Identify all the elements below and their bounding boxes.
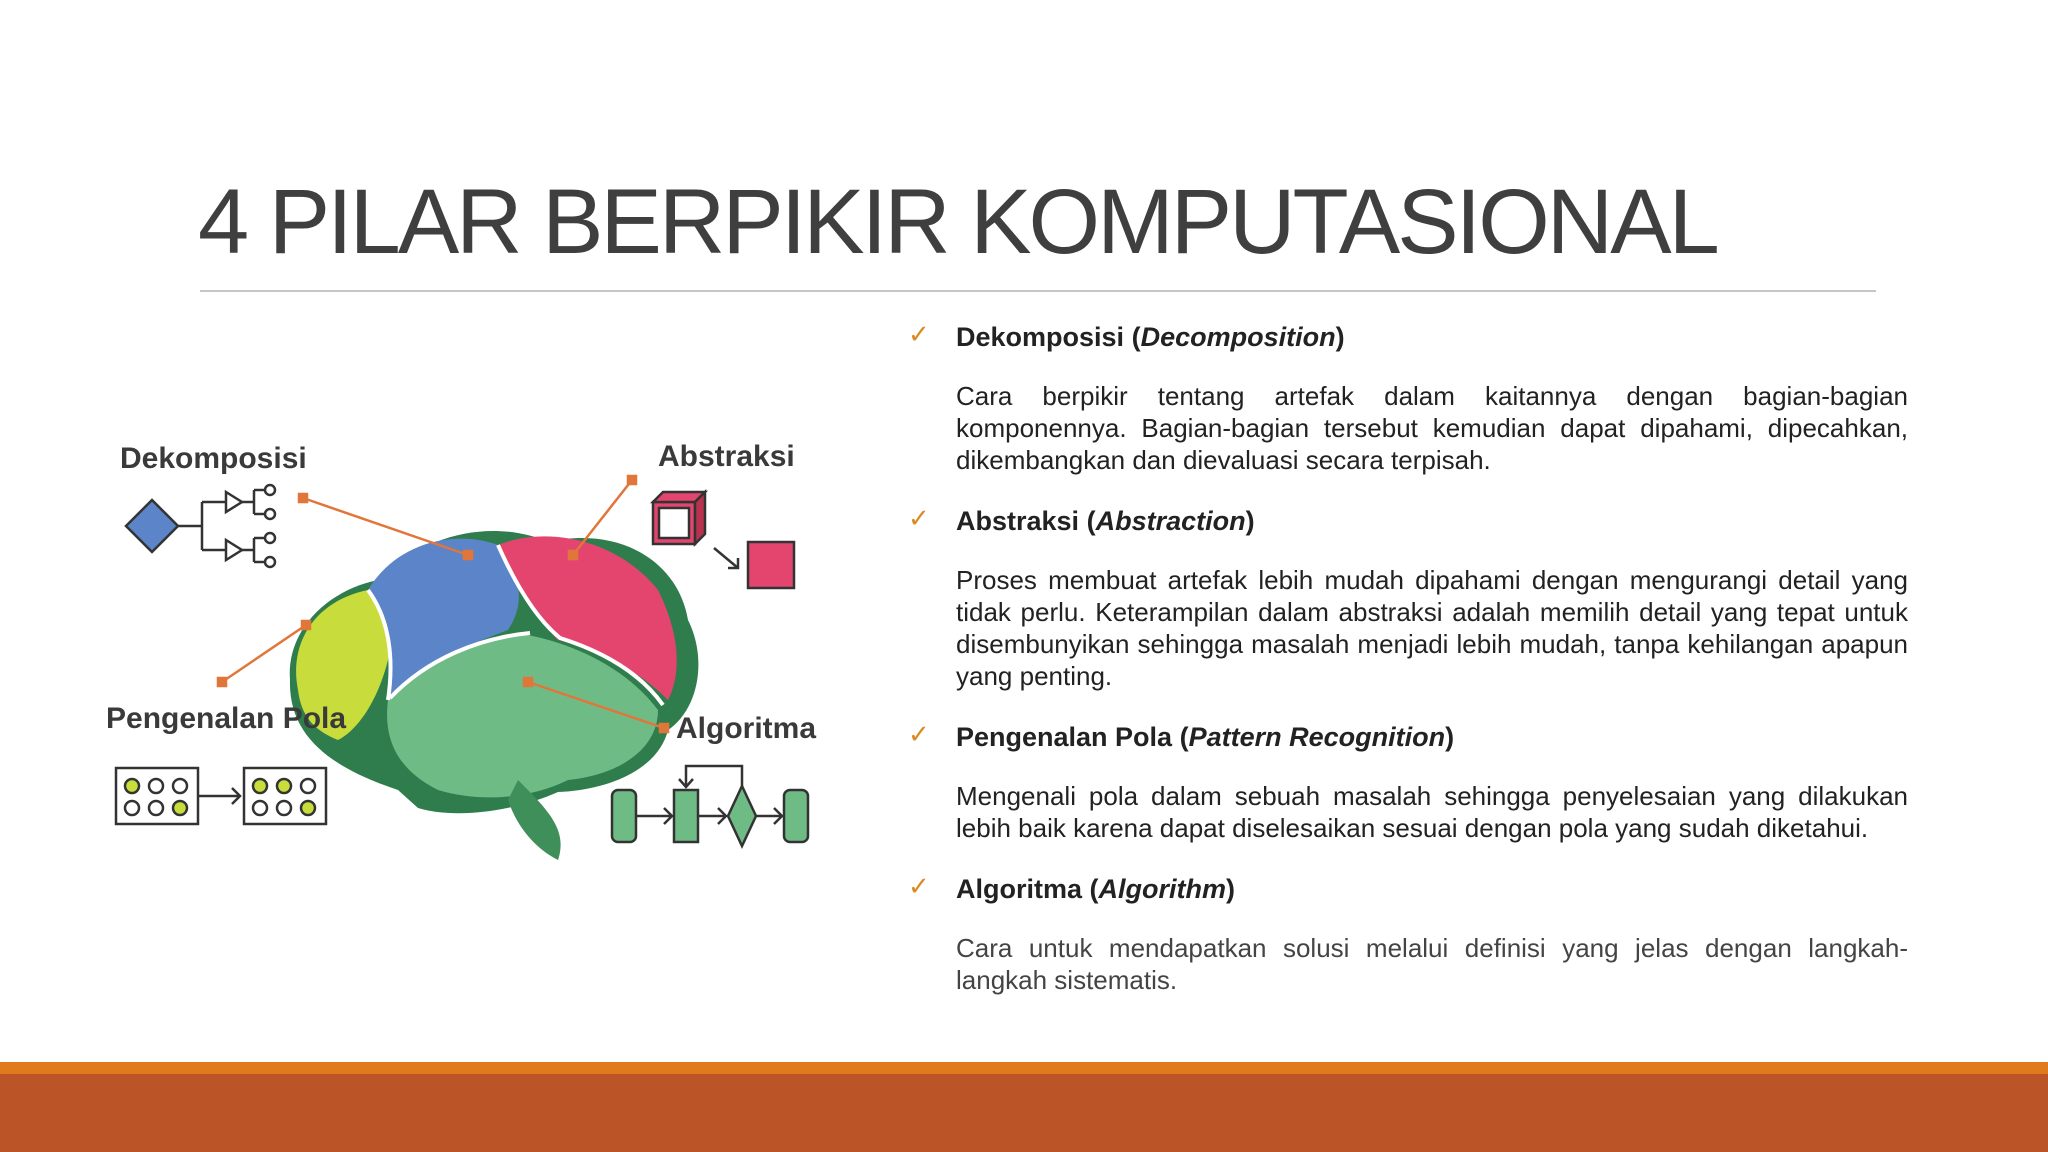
pillar-description: Proses membuat artefak lebih mudah dipahami dengan mengurangi detail yang tidak perlu. Keterampilan dalam abstraksi adalah memilih detail yang tepat untuk disembunyikan sehingga masalah menjadi lebih mudah, tanpa kehilangan apapun yang penting. (956, 565, 1908, 691)
pillar-list (908, 318, 1908, 1022)
footer-bar (0, 1074, 2048, 1152)
checkmark-icon: ✓ (908, 720, 930, 750)
pillar-description: Mengenali pola dalam sebuah masalah sehingga penyelesaian yang dilakukan lebih baik karena dapat diselesaikan sesuai dengan pola yang sudah diketahui. (956, 781, 1908, 843)
pattern-recognition-icon (116, 768, 326, 824)
pillar-heading: Algoritma (Algorithm) (956, 874, 1236, 904)
pillar-description: Cara untuk mendapatkan solusi melalui definisi yang jelas dengan langkah-langkah sistematis. (956, 933, 1908, 995)
slide-title: 4 PILAR BERPIKIR KOMPUTASIONAL (198, 171, 1717, 273)
label-abstraksi: Abstraksi (658, 440, 795, 473)
decomposition-icon (126, 485, 275, 567)
footer-accent-bar (0, 1062, 2048, 1074)
pillar-item-algoritma (908, 870, 1908, 996)
label-dekomposisi: Dekomposisi (120, 442, 307, 475)
pillar-item-dekomposisi (908, 318, 1908, 476)
label-algoritma: Algoritma (676, 712, 817, 745)
checkmark-icon: ✓ (908, 504, 930, 534)
pillar-item-pengenalan-pola (908, 718, 1908, 844)
title-divider (200, 290, 1876, 292)
pillar-heading: Pengenalan Pola (Pattern Recognition) (956, 722, 1455, 752)
label-pengenalan-pola: Pengenalan Pola (106, 702, 347, 735)
checkmark-icon: ✓ (908, 872, 930, 902)
pillar-description: Cara berpikir tentang artefak dalam kaitannya dengan bagian-bagian komponennya. Bagian-bagian tersebut kemudian dapat dipahami, dipecahkan, dikembangkan dan dievaluasi secara terpisah. (956, 381, 1908, 475)
abstraction-icon (653, 492, 794, 588)
pillar-item-abstraksi (908, 502, 1908, 692)
checkmark-icon: ✓ (908, 320, 930, 350)
algorithm-icon (612, 766, 808, 846)
pillar-heading: Abstraksi (Abstraction) (956, 506, 1255, 536)
pillar-heading: Dekomposisi (Decomposition) (956, 322, 1345, 352)
brain-illustration (98, 430, 838, 870)
